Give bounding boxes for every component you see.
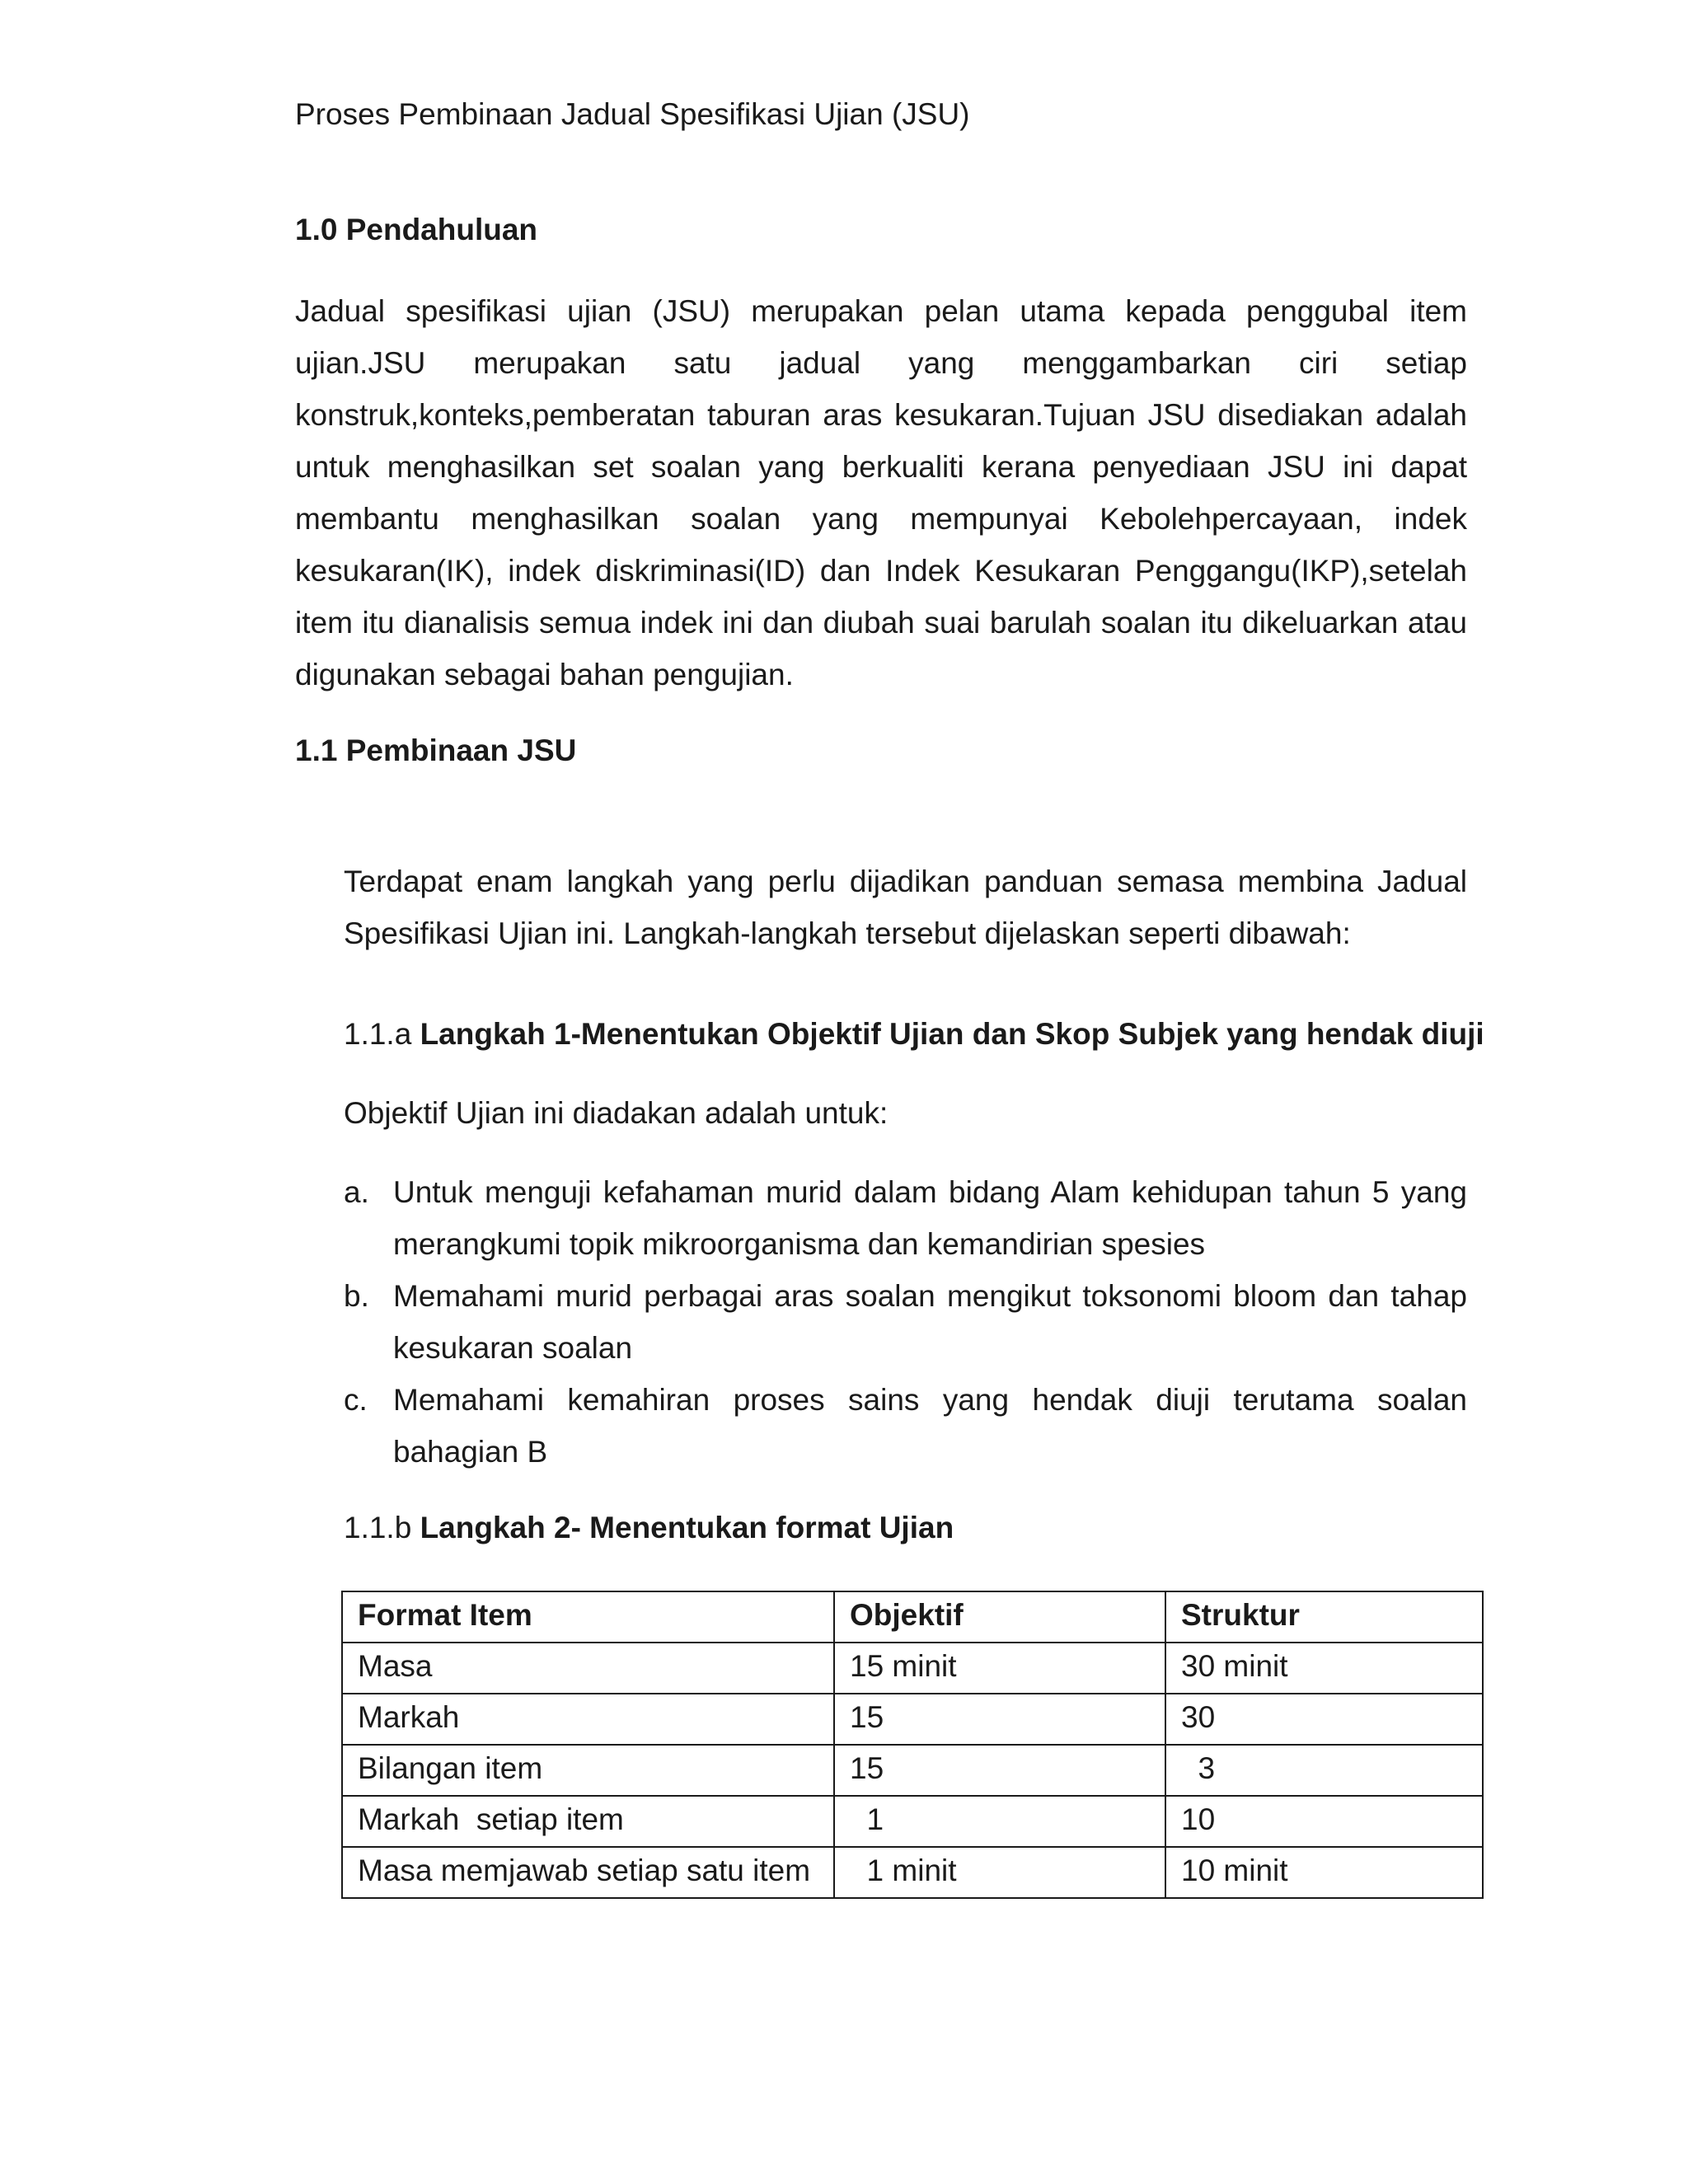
table-cell: 10: [1165, 1796, 1483, 1847]
list-marker: c.: [344, 1383, 368, 1417]
step-1-title: Langkah 1-Menentukan Objektif Ujian dan Skop Subjek yang hendak diuji: [420, 1017, 1484, 1051]
table-row: [342, 1694, 1483, 1745]
list-item: [344, 1270, 1467, 1374]
step-1-heading: [344, 1017, 1484, 1052]
step-2-number: 1.1.b: [344, 1511, 412, 1544]
list-marker: a.: [344, 1175, 369, 1209]
objective-intro: Objektif Ujian ini diadakan adalah untuk:: [344, 1096, 889, 1130]
table-cell: 1 minit: [834, 1847, 1165, 1898]
step-1-number: 1.1.a: [344, 1017, 412, 1051]
table-cell: 30 minit: [1165, 1643, 1483, 1694]
table-cell: 15: [834, 1694, 1165, 1745]
list-item: [344, 1166, 1467, 1270]
steps-intro-paragraph: Terdapat enam langkah yang perlu dijadikan panduan semasa membina Jadual Spesifikasi Ujian ini. Langkah-langkah tersebut dijelaskan seperti dibawah:: [344, 865, 1467, 950]
table-header-row: [342, 1591, 1483, 1643]
table-row: [342, 1643, 1483, 1694]
table-cell: Markah: [342, 1694, 834, 1745]
step-2-title: Langkah 2- Menentukan format Ujian: [420, 1511, 954, 1544]
objective-list: [344, 1166, 1467, 1478]
list-item-text: Untuk menguji kefahaman murid dalam bidang Alam kehidupan tahun 5 yang merangkumi topik mikroorganisma dan kemandirian spesies: [393, 1175, 1467, 1261]
table-header-cell: Struktur: [1165, 1591, 1483, 1643]
step-2-heading: [344, 1511, 954, 1545]
heading-pembinaan-jsu: 1.1 Pembinaan JSU: [295, 733, 577, 767]
table-cell: Bilangan item: [342, 1745, 834, 1796]
heading-pendahuluan: 1.0 Pendahuluan: [295, 213, 538, 246]
table-cell: 10 minit: [1165, 1847, 1483, 1898]
table-row: [342, 1745, 1483, 1796]
list-marker: b.: [344, 1279, 369, 1313]
table-cell: Masa: [342, 1643, 834, 1694]
list-item-text: Memahami murid perbagai aras soalan mengikut toksonomi bloom dan tahap kesukaran soalan: [393, 1279, 1467, 1365]
table-header-cell: Objektif: [834, 1591, 1165, 1643]
table-cell: 3: [1165, 1745, 1483, 1796]
table-cell: 30: [1165, 1694, 1483, 1745]
document-title: Proses Pembinaan Jadual Spesifikasi Ujian (JSU): [295, 97, 970, 131]
table-cell: Masa memjawab setiap satu item: [342, 1847, 834, 1898]
intro-paragraph: Jadual spesifikasi ujian (JSU) merupakan pelan utama kepada penggubal item ujian.JSU merupakan satu jadual yang menggambarkan ciri setiap konstruk,konteks,pemberatan taburan aras kesukaran.Tujuan JSU disediakan adalah untuk menghasilkan set soalan yang berkualiti kerana penyediaan JSU ini dapat membantu menghasilkan soalan yang mempunyai Kebolehpercayaan, indek kesukaran(IK), indek diskriminasi(ID) dan Indek Kesukaran Penggangu(IKP),setelah item itu dianalisis semua indek ini dan diubah suai barulah soalan itu dikeluarkan atau digunakan sebagai bahan pengujian.: [295, 294, 1467, 691]
list-item: [344, 1374, 1467, 1478]
table-row: [342, 1796, 1483, 1847]
table-cell: Markah setiap item: [342, 1796, 834, 1847]
table-header-cell: Format Item: [342, 1591, 834, 1643]
list-item-text: Memahami kemahiran proses sains yang hendak diuji terutama soalan bahagian B: [393, 1383, 1467, 1469]
table-cell: 15: [834, 1745, 1165, 1796]
table-row: [342, 1847, 1483, 1898]
table-cell: 15 minit: [834, 1643, 1165, 1694]
format-table: [341, 1591, 1484, 1899]
table-cell: 1: [834, 1796, 1165, 1847]
